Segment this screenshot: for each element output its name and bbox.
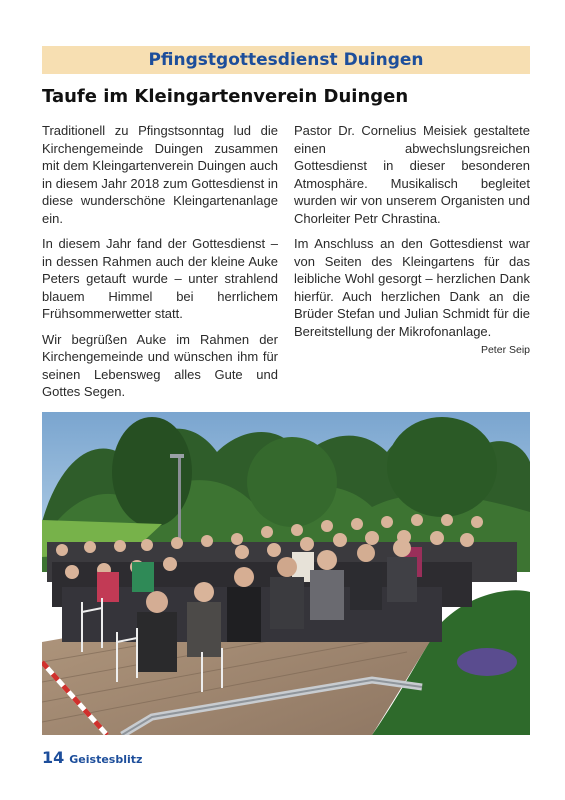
- paragraph: Pastor Dr. Cornelius Meisiek gestaltete einen abwechslungsreichen Gottesdienst in dieser besonderen Atmosphäre. Musikalisch begleitet wurden wir von unserem Organisten und Chorleiter Petr Chrastina.: [294, 123, 530, 226]
- paragraph: Traditionell zu Pfingstsonntag lud die Kirchengemeinde Duingen zusammen mit dem Kleingartenverein Duingen auch in diesem Jahr 2018 zum Gottesdienst in diese wunderschöne Kleingartenanlage ein.: [42, 123, 278, 226]
- section-title: Pfingstgottesdienst Duingen: [148, 50, 424, 70]
- page-footer: [42, 748, 142, 767]
- page-number: 14: [42, 748, 65, 767]
- event-photo: [42, 412, 530, 735]
- article-column-left: [42, 122, 278, 409]
- article-column-right: [294, 122, 530, 360]
- paragraph: [294, 235, 530, 356]
- section-banner: [42, 46, 530, 74]
- paragraph: Wir begrüßen Auke im Rahmen der Kirchengemeinde und wünschen ihm für seinen Lebensweg alles Gute und Gottes Segen.: [42, 331, 278, 399]
- paragraph: In diesem Jahr fand der Gottesdienst – in dessen Rahmen auch der kleine Auke Peters getauft wurde – unter strahlend blauem Himmel bei herrlichem Frühsommerwetter statt.: [42, 236, 278, 321]
- article-headline: Taufe im Kleingartenverein Duingen: [42, 86, 409, 107]
- author-name: Peter Seip: [480, 344, 530, 356]
- magazine-name: Geistesblitz: [69, 753, 143, 766]
- paragraph-text: Im Anschluss an den Gottesdienst war von Seiten des Kleingartens für das leibliche Wohl gesorgt – herzlichen Dank hierfür. Auch herzlichen Dank an die Brüder Stefan und Julian Schmidt für die Bereitstellung der Mikrofonanlage.: [294, 236, 530, 339]
